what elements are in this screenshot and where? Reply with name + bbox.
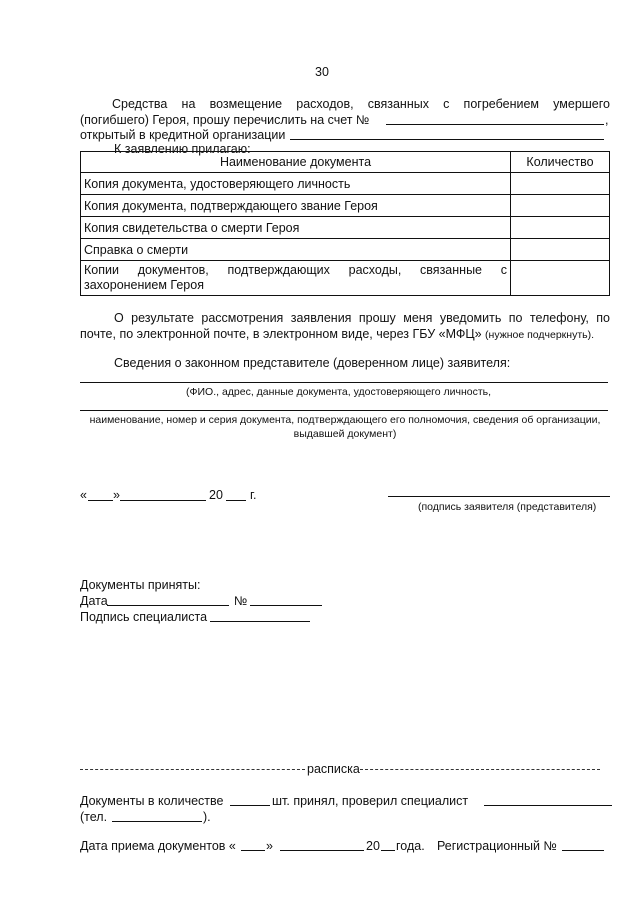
accepted-date-label: Дата <box>80 594 108 608</box>
receipt-reg-label: Регистрационный № <box>437 839 557 853</box>
representative-caption-2b: выдавшей документ) <box>293 428 397 440</box>
table-row <box>81 173 610 195</box>
applicant-signature-field[interactable] <box>388 496 610 497</box>
request-line-3: открытый в кредитной организации <box>80 128 286 142</box>
credit-org-field[interactable] <box>290 139 604 140</box>
receipt-specialist-field[interactable] <box>484 805 612 806</box>
receipt-title: расписка <box>307 762 360 776</box>
receipt-year-suffix: года. <box>396 839 425 853</box>
representative-title: Сведения о законном представителе (доверенном лице) заявителя: <box>114 356 511 370</box>
notify-line-2-text: почте, по электронной почте, в электронном виде, через ГБУ «МФЦ» <box>80 327 482 341</box>
table-row <box>81 239 610 261</box>
receipt-year-field[interactable] <box>381 850 395 851</box>
quantity-cell[interactable] <box>511 261 610 296</box>
accepted-date-field[interactable] <box>107 605 229 606</box>
table-row <box>81 195 610 217</box>
receipt-docs-count-field[interactable] <box>230 805 270 806</box>
date-close-quote: » <box>113 488 120 502</box>
quantity-cell[interactable] <box>511 217 610 239</box>
request-line-2: (погибшего) Героя, прошу перечислить на счет № <box>80 113 370 127</box>
date-day-field[interactable] <box>88 500 113 501</box>
document-name-cell: Копия свидетельства о смерти Героя <box>81 217 511 239</box>
table-row <box>81 217 610 239</box>
receipt-tel-label: (тел. <box>80 810 108 824</box>
receipt-date-quote-close: » <box>266 839 273 853</box>
header-document-name: Наименование документа <box>81 152 511 173</box>
quantity-cell[interactable] <box>511 239 610 261</box>
date-year-field[interactable] <box>226 500 246 501</box>
representative-field-1[interactable] <box>80 382 608 383</box>
notify-line-1: О результате рассмотрения заявления прошу меня уведомить по телефону, по <box>114 311 610 325</box>
attach-label: К заявлению прилагаю: <box>114 142 251 156</box>
request-line-1: Средства на возмещение расходов, связанных с погребением умершего <box>112 97 610 111</box>
document-name-line-2: захоронением Героя <box>84 278 204 292</box>
notify-line-2-hint: (нужное подчеркнуть). <box>485 329 595 341</box>
receipt-year-prefix: 20 <box>366 839 380 853</box>
receipt-separator-right <box>360 769 600 770</box>
table-header-row <box>81 152 610 173</box>
quantity-cell[interactable] <box>511 195 610 217</box>
receipt-date-month-field[interactable] <box>280 850 364 851</box>
document-name-line-1: Копии документов, подтверждающих расходы, связанные с <box>84 263 507 277</box>
specialist-signature-label: Подпись специалиста <box>80 610 208 624</box>
specialist-signature-field[interactable] <box>210 621 310 622</box>
date-year-suffix: г. <box>250 488 257 502</box>
document-name-cell: Копия документа, удостоверяющего личность <box>81 173 511 195</box>
notify-line-2 <box>80 326 594 342</box>
document-name-cell <box>81 261 511 296</box>
accepted-number-label: № <box>234 594 248 608</box>
accepted-title: Документы приняты: <box>80 578 201 592</box>
quantity-cell[interactable] <box>511 173 610 195</box>
receipt-docs-count-mid: шт. принял, проверил специалист <box>272 794 469 808</box>
receipt-reg-field[interactable] <box>562 850 604 851</box>
representative-field-2[interactable] <box>80 410 608 411</box>
receipt-date-label: Дата приема документов « <box>80 839 236 853</box>
table-row <box>81 261 610 296</box>
documents-table <box>80 151 610 296</box>
document-name-cell: Справка о смерти <box>81 239 511 261</box>
receipt-separator-left <box>80 769 305 770</box>
representative-caption-2a: наименование, номер и серия документа, подтверждающего его полномочия, сведения об организации, <box>89 414 601 426</box>
header-quantity: Количество <box>511 152 610 173</box>
date-open-quote: « <box>80 488 87 502</box>
receipt-docs-count-label: Документы в количестве <box>80 794 224 808</box>
receipt-date-day-field[interactable] <box>241 850 265 851</box>
accepted-number-field[interactable] <box>250 605 322 606</box>
request-line-2-comma: , <box>605 113 609 127</box>
page-number: 30 <box>315 65 329 79</box>
receipt-tel-field[interactable] <box>112 821 202 822</box>
account-number-field[interactable] <box>386 124 604 125</box>
applicant-signature-caption: (подпись заявителя (представителя) <box>418 501 597 513</box>
document-name-cell: Копия документа, подтверждающего звание Героя <box>81 195 511 217</box>
representative-caption-1: (ФИО., адрес, данные документа, удостоверяющего личность, <box>186 386 492 398</box>
date-month-field[interactable] <box>120 500 206 501</box>
receipt-tel-end: ). <box>203 810 211 824</box>
date-year-prefix: 20 <box>209 488 223 502</box>
